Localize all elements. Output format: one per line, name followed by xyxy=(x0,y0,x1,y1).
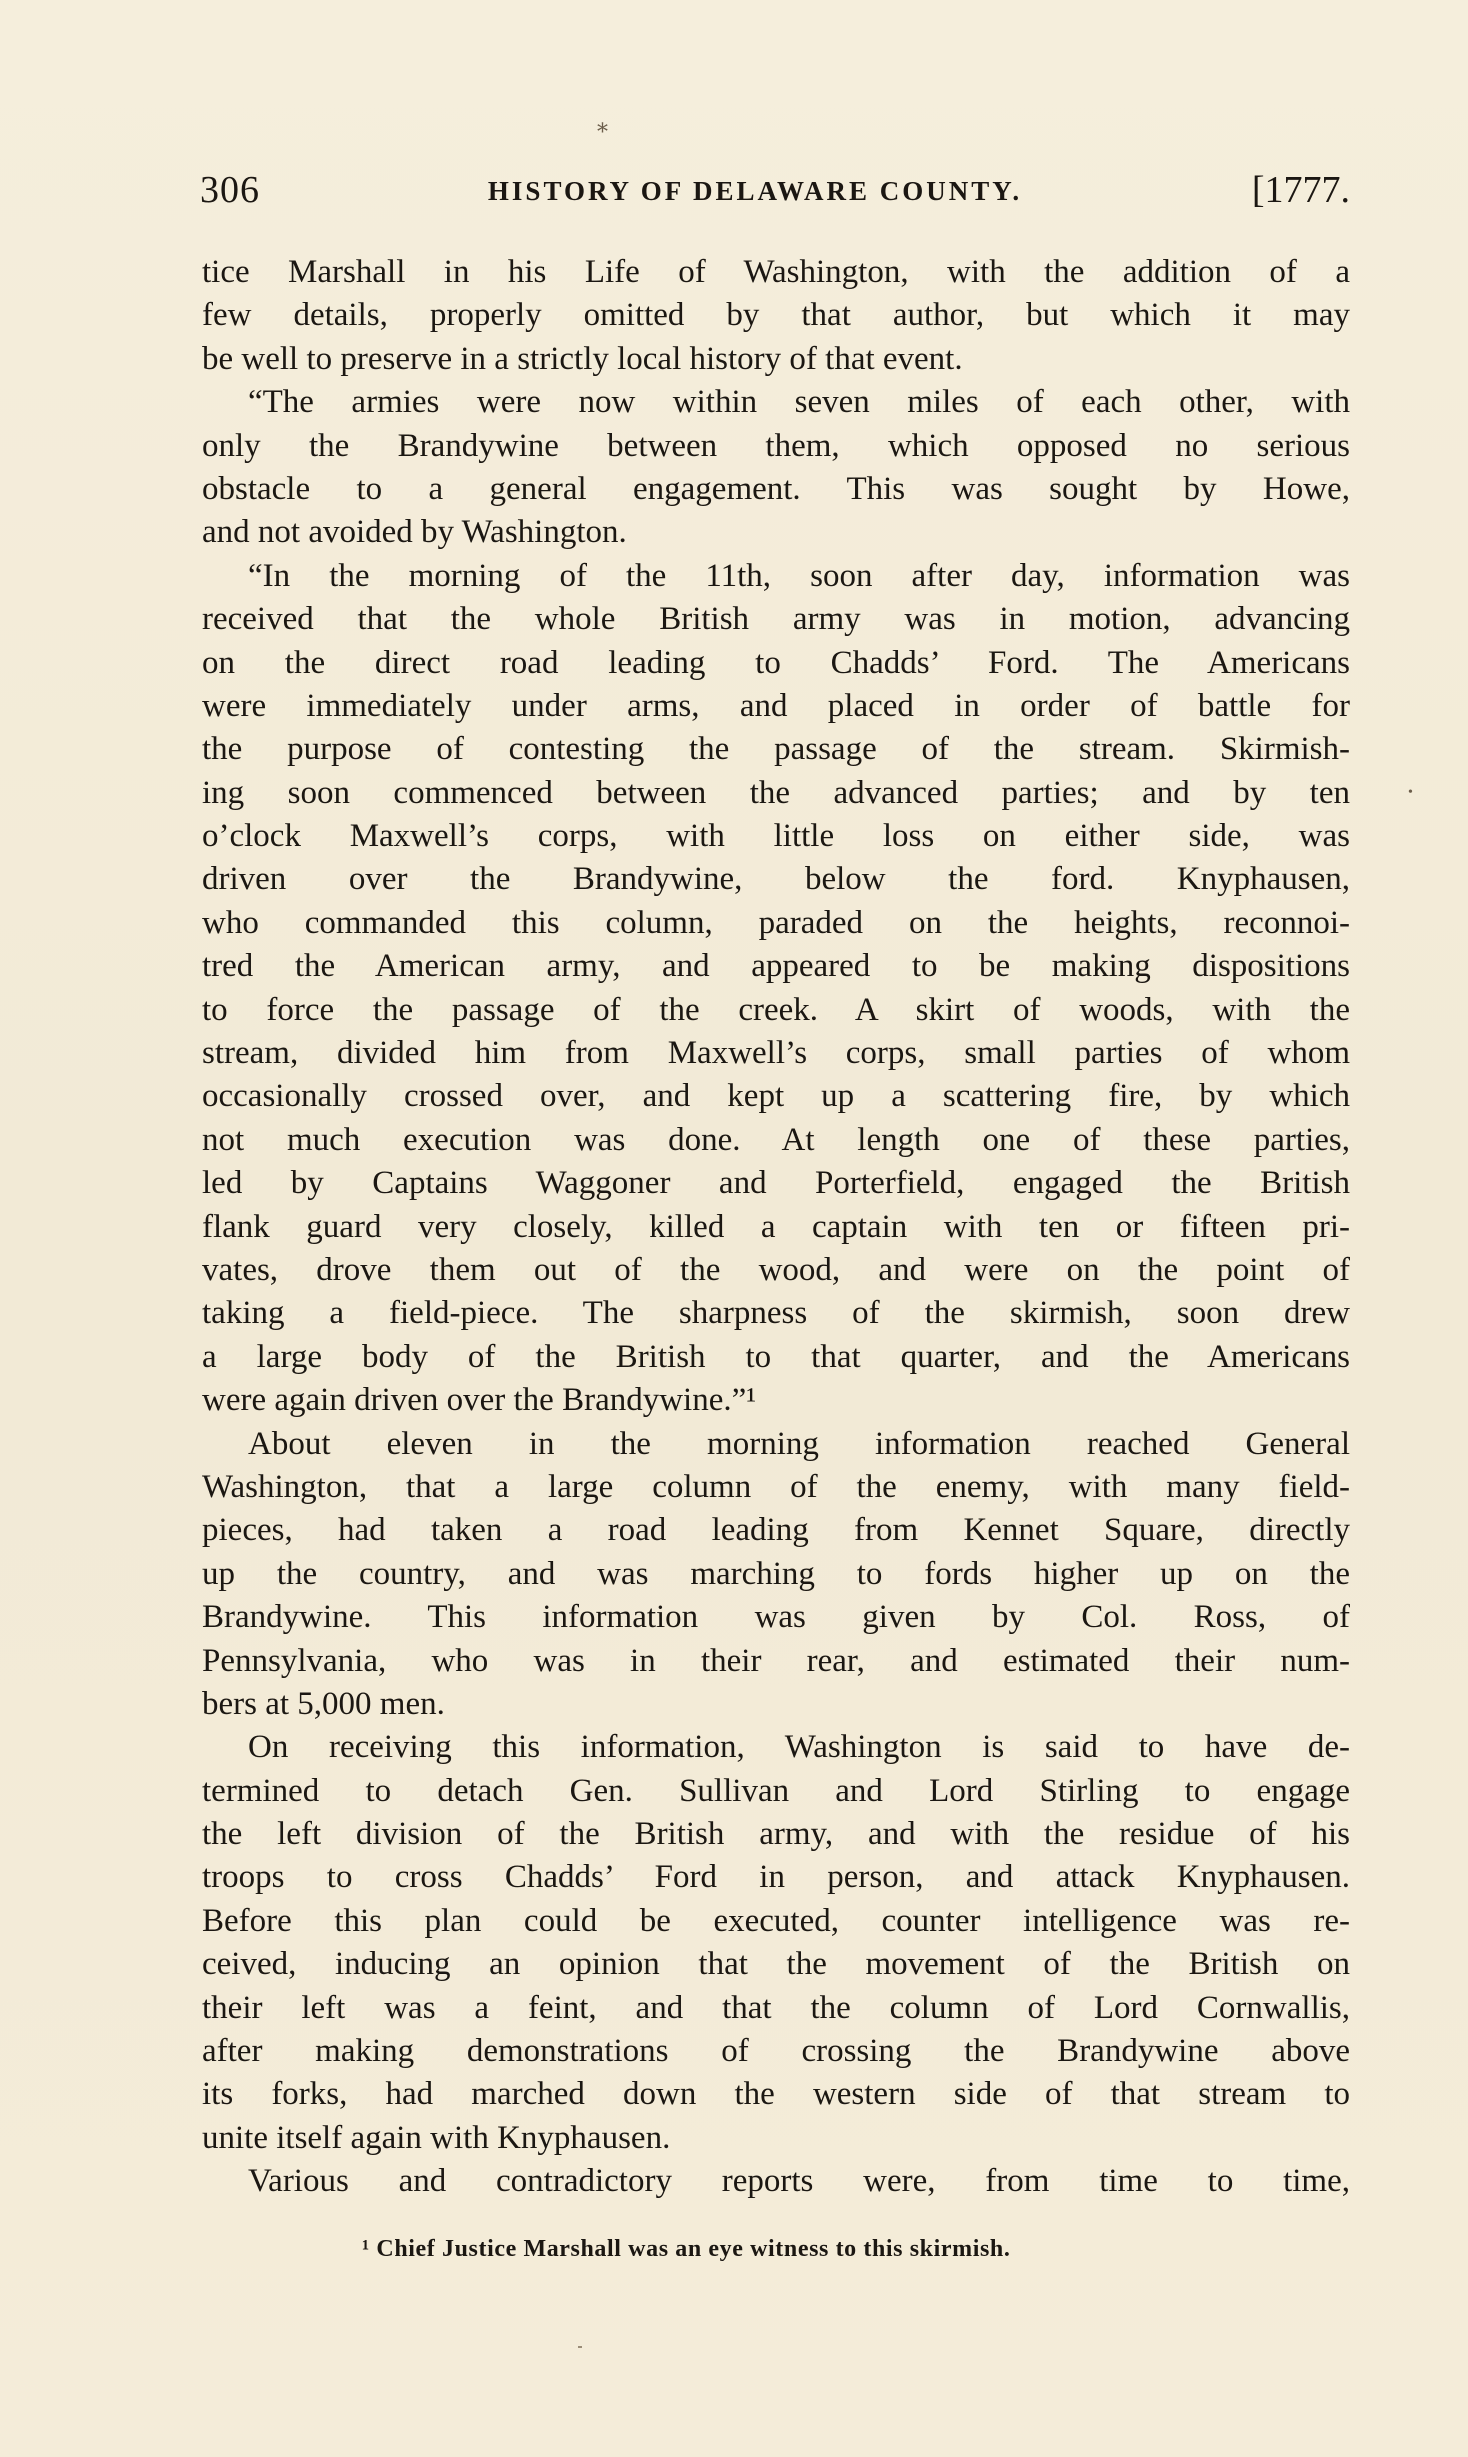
text-line: On receiving this information, Washington is said to have de- xyxy=(248,1729,1350,1766)
text-line: troops to cross Chadds’ Ford in person, and attack Knyphausen. xyxy=(202,1859,1350,1896)
year-marker: [1777. xyxy=(1251,169,1350,211)
text-line: stream, divided him from Maxwell’s corps, small parties of whom xyxy=(202,1035,1350,1072)
text-line: led by Captains Waggoner and Porterfield, engaged the British xyxy=(202,1165,1350,1202)
text-line: termined to detach Gen. Sullivan and Lord Stirling to engage xyxy=(202,1772,1350,1809)
side-print-mark: • xyxy=(1408,785,1413,800)
text-line: o’clock Maxwell’s corps, with little loss on either side, was xyxy=(202,818,1350,855)
text-line: “In the morning of the 11th, soon after day, information was xyxy=(248,557,1350,594)
text-line: About eleven in the morning information reached General xyxy=(248,1425,1350,1462)
text-line: tred the American army, and appeared to be making dispositions xyxy=(202,948,1350,985)
running-title: HISTORY OF DELAWARE COUNTY. xyxy=(487,176,1023,206)
text-line: their left was a feint, and that the column of Lord Cornwallis, xyxy=(202,1989,1350,2026)
text-line: flank guard very closely, killed a captain with ten or fifteen pri- xyxy=(202,1208,1350,1245)
text-line: bers at 5,000 men. xyxy=(202,1685,445,1722)
text-line: Washington, that a large column of the enemy, with many field- xyxy=(202,1468,1350,1505)
text-line: up the country, and was marching to fords higher up on the xyxy=(202,1555,1350,1592)
text-line: be well to preserve in a strictly local history of that event. xyxy=(202,340,963,377)
page-speck xyxy=(578,2346,582,2348)
text-line: few details, properly omitted by that author, but which it may xyxy=(202,297,1350,334)
text-line: the purpose of contesting the passage of the stream. Skirmish- xyxy=(202,731,1350,768)
body-text xyxy=(202,251,1350,2204)
text-line: Pennsylvania, who was in their rear, and estimated their num- xyxy=(202,1642,1350,1679)
text-line: on the direct road leading to Chadds’ Ford. The Americans xyxy=(202,644,1350,681)
page-number: 306 xyxy=(200,169,260,211)
text-line: ing soon commenced between the advanced parties; and by ten xyxy=(202,774,1350,811)
footnote: ¹ Chief Justice Marshall was an eye witness to this skirmish. xyxy=(362,2236,1011,2262)
text-line: ceived, inducing an opinion that the movement of the British on xyxy=(202,1946,1350,1983)
text-line: pieces, had taken a road leading from Kennet Square, directly xyxy=(202,1512,1350,1549)
text-line: tice Marshall in his Life of Washington, with the addition of a xyxy=(202,254,1350,290)
text-line: who commanded this column, paraded on the heights, reconnoi- xyxy=(202,904,1350,941)
text-line: Various and contradictory reports were, from time to time, xyxy=(248,2163,1350,2200)
text-line: Before this plan could be executed, counter intelligence was re- xyxy=(202,1902,1350,1939)
text-line: vates, drove them out of the wood, and were on the point of xyxy=(202,1251,1350,1288)
text-line: occasionally crossed over, and kept up a scattering fire, by which xyxy=(202,1078,1350,1115)
text-line: taking a field-piece. The sharpness of the skirmish, soon drew xyxy=(202,1295,1350,1332)
text-line: only the Brandywine between them, which opposed no serious xyxy=(202,427,1350,464)
text-line: unite itself again with Knyphausen. xyxy=(202,2119,671,2156)
text-line: were again driven over the Brandywine.”¹ xyxy=(202,1382,757,1419)
running-header xyxy=(200,168,1350,218)
text-line: to force the passage of the creek. A skirt of woods, with the xyxy=(202,991,1350,1028)
text-line: the left division of the British army, and with the residue of his xyxy=(202,1816,1350,1853)
text-line: after making demonstrations of crossing the Brandywine above xyxy=(202,2033,1350,2070)
text-line: obstacle to a general engagement. This was sought by Howe, xyxy=(202,470,1350,507)
text-line: not much execution was done. At length one of these parties, xyxy=(202,1121,1350,1158)
text-line: “The armies were now within seven miles of each other, with xyxy=(248,384,1350,421)
top-print-mark: ⁎ xyxy=(597,112,608,137)
text-line: received that the whole British army was in motion, advancing xyxy=(202,601,1350,638)
text-line: driven over the Brandywine, below the ford. Knyphausen, xyxy=(202,861,1350,898)
text-line: Brandywine. This information was given by Col. Ross, of xyxy=(202,1599,1350,1636)
text-line: and not avoided by Washington. xyxy=(202,514,627,551)
text-line: a large body of the British to that quarter, and the Americans xyxy=(202,1338,1350,1375)
text-line: were immediately under arms, and placed in order of battle for xyxy=(202,687,1350,724)
text-line: its forks, had marched down the western side of that stream to xyxy=(202,2076,1350,2113)
